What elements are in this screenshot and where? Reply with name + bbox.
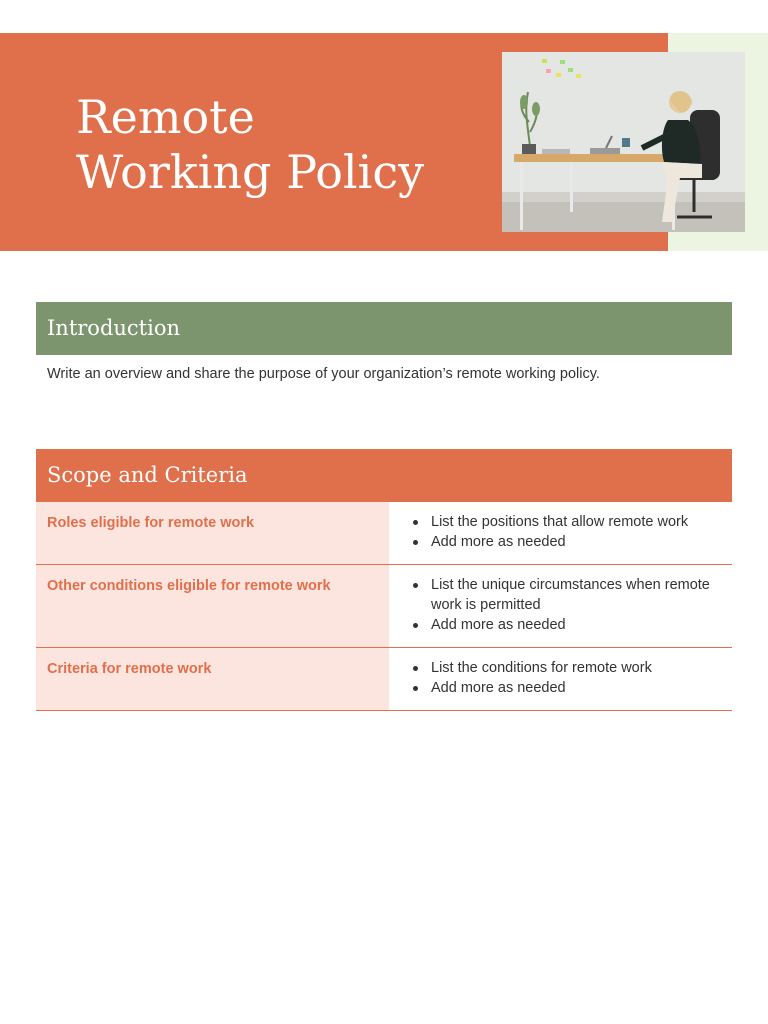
introduction-body: Write an overview and share the purpose of your organization’s remote working policy.: [47, 366, 600, 382]
row-items: [389, 502, 732, 564]
row-label: Criteria for remote work: [36, 648, 389, 710]
list-item: List the conditions for remote work: [413, 658, 716, 678]
list-item: Add more as needed: [413, 678, 716, 698]
row-items: [389, 648, 732, 710]
title-line-2: Working Policy: [76, 145, 425, 199]
list-item: Add more as needed: [413, 615, 716, 635]
woman-working-at-laptop-photo: [502, 52, 745, 232]
table-row: [36, 648, 732, 711]
scope-heading: Scope and Criteria: [36, 449, 732, 502]
row-label: Roles eligible for remote work: [36, 502, 389, 564]
scope-criteria-table: [36, 502, 732, 711]
table-row: [36, 565, 732, 648]
table-row: [36, 502, 732, 565]
introduction-heading: Introduction: [36, 302, 732, 355]
list-item: List the positions that allow remote work: [413, 512, 716, 532]
list-item: Add more as needed: [413, 532, 716, 552]
row-label: Other conditions eligible for remote work: [36, 565, 389, 647]
title-line-1: Remote: [76, 90, 255, 144]
row-items: [389, 565, 732, 647]
document-title: [76, 90, 424, 200]
list-item: List the unique circumstances when remote work is permitted: [413, 575, 716, 615]
